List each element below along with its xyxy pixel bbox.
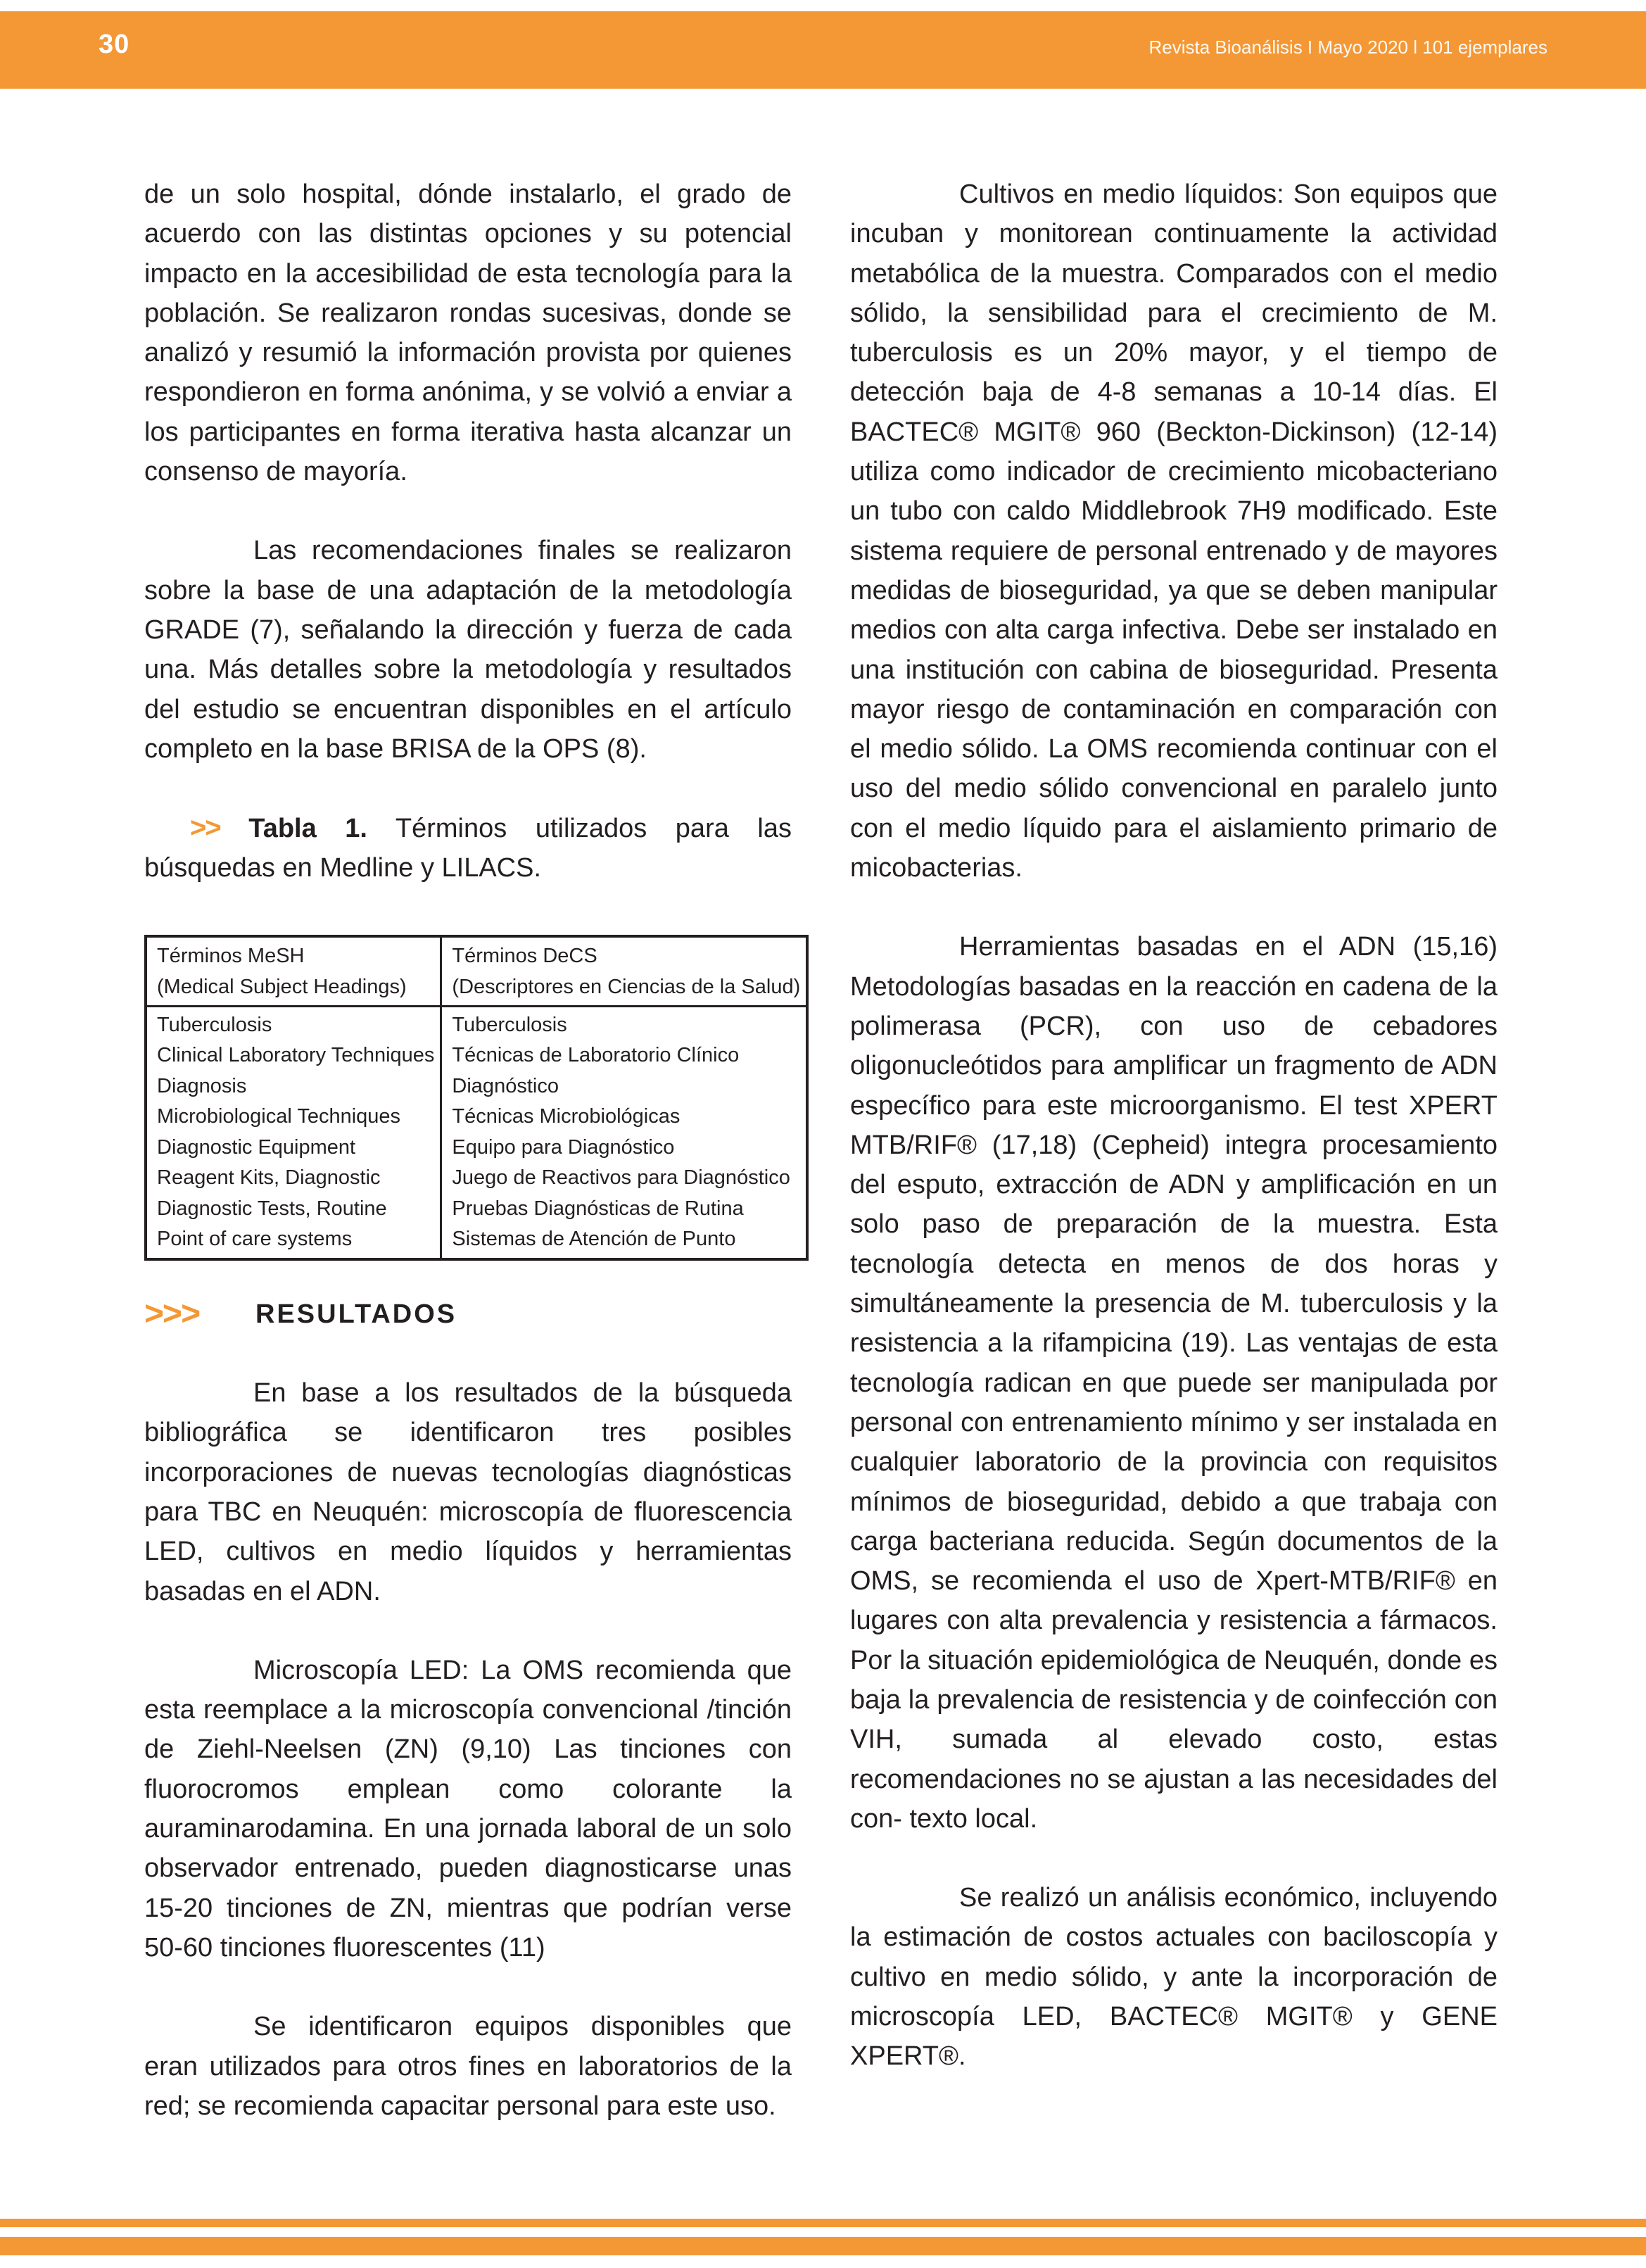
header-line: (Medical Subject Headings)	[157, 975, 407, 998]
section-title: RESULTADOS	[255, 1299, 457, 1329]
page-number: 30	[99, 30, 130, 59]
arrow-icon: >>	[190, 812, 220, 844]
paragraph: Cultivos en medio líquidos: Son equipos que incuban y monitorean continuamente la actividad metabólica de la muestra. Comparados con el medio sólido, la sensibilidad para el crecimiento de M. tuberculosis es un 20% mayor, y el tiempo de detección baja de 4-8 semanas a 10-14 días. El BACTEC® MGIT® 960 (Beckton-Dickinson) (12-14) utiliza como indicador de crecimiento micobacteriano un tubo con caldo Middlebrook 7H9 modificado. Este sistema requiere de personal entrenado y de mayores medidas de bioseguridad, ya que se deben manipular medios con alta carga infectiva. Debe ser instalado en una institución con cabina de bioseguridad. Presenta mayor riesgo de contaminación en comparación con el medio sólido. La OMS recomienda continuar con el uso del medio sólido convencional en paralelo junto con el medio líquido para el aislamiento primario de micobacterias.	[850, 179, 1498, 883]
table-cell-term: Clinical Laboratory Techniques	[157, 1044, 435, 1067]
table-cell-term: Diagnosis	[157, 1074, 247, 1097]
table-cell-term: Microbiological Techniques	[157, 1105, 401, 1128]
table-cell-term: Pruebas Diagnósticas de Rutina	[452, 1197, 744, 1220]
table-body-row	[146, 1006, 807, 1259]
table-cell-term: Técnicas Microbiológicas	[452, 1105, 680, 1128]
terms-table	[144, 935, 809, 1261]
publication-info: Revista Bioanálisis I Mayo 2020 l 101 ejemplares	[1148, 37, 1547, 58]
mesh-terms-cell	[146, 1006, 441, 1259]
right-column	[850, 175, 1498, 2077]
table-header-cell	[146, 936, 441, 1007]
table-cell-term: Técnicas de Laboratorio Clínico	[452, 1044, 740, 1067]
table-cell-term: Diagnostic Equipment	[157, 1135, 356, 1159]
paragraph: Microscopía LED: La OMS recomienda que esta reemplace a la microscopía convencional /tinción de Ziehl-Neelsen (ZN) (9,10) Las tinciones con fluorocromos emplean como colorante la auraminarodamina. En una jornada laboral de un solo observador entrenado, pueden diagnosticarse unas 15-20 tinciones de ZN, mientras que podrían verse 50-60 tinciones fluorescentes (11)	[144, 1655, 792, 1963]
table-cell-term: Juego de Reactivos para Diagnóstico	[452, 1166, 790, 1190]
table-caption-text: Términos utilizados para las búsquedas en Medline y LILACS.	[144, 814, 792, 883]
table-cell-term: Point of care systems	[157, 1228, 353, 1251]
paragraph: de un solo hospital, dónde instalarlo, el grado de acuerdo con las distintas opciones y su potencial impacto en la accesibilidad de esta tecnología para la población. Se realizaron rondas sucesivas, donde se analizó y resumió la información provista por quienes respondieron en forma anónima, y se volvió a enviar a los participantes en forma iterativa hasta alcanzar un consenso de mayoría.	[144, 179, 792, 487]
table-caption-label: Tabla 1.	[248, 814, 367, 844]
table-cell-term: Diagnóstico	[452, 1074, 559, 1097]
table-cell-term: Equipo para Diagnóstico	[452, 1135, 675, 1159]
header-line: Términos MeSH	[157, 944, 305, 967]
paragraph: Las recomendaciones finales se realizaron sobre la base de una adaptación de la metodología GRADE (7), señalando la dirección y fuerza de cada una. Más detalles sobre la metodología y resultados del estudio se encuentran disponibles en el artículo completo en la base BRISA de la OPS (8).	[144, 536, 792, 764]
header-line: Términos DeCS	[452, 944, 597, 967]
decs-terms-cell	[441, 1006, 807, 1259]
table-cell-term: Sistemas de Atención de Punto	[452, 1228, 736, 1251]
paragraph: En base a los resultados de la búsqueda bibliográfica se identificaron tres posibles incorporaciones de nuevas tecnologías diagnósticas para TBC en Neuquén: microscopía de fluorescencia LED, cultivos en medio líquidos y herramientas basadas en el ADN.	[144, 1378, 792, 1606]
footer-bar	[0, 2237, 1646, 2255]
arrow-icon: >>>	[144, 1294, 200, 1333]
page-header-bar	[0, 11, 1646, 89]
paragraph: Se identificaron equipos disponibles que eran utilizados para otros fines en laboratorios de la red; se recomienda capacitar personal para este uso.	[144, 2012, 792, 2121]
table-cell-term: Reagent Kits, Diagnostic	[157, 1166, 381, 1190]
table-cell-term: Tuberculosis	[157, 1013, 272, 1036]
paragraph: Herramientas basadas en el ADN (15,16) Metodologías basadas en la reacción en cadena de la polimerasa (PCR), con uso de cebadores oligonucleótidos para amplificar un fragmento de ADN específico para este microorganismo. El test XPERT MTB/RIF® (17,18) (Cepheid) integra procesamiento del esputo, extracción de ADN y amplificación en un solo paso de preparación de la muestra. Esta tecnología detecta en menos de dos horas y simultáneamente la presencia de M. tuberculosis y la resistencia a la rifampicina (19). Las ventajas de esta tecnología radican en que puede ser manipulada por personal con entrenamiento mínimo y ser instalada en cualquier laboratorio de la provincia con requisitos mínimos de bioseguridad, debido a que trabaja con carga bacteriana reducida. Según documentos de la OMS, se recomienda el uso de Xpert-MTB/RIF® en lugares con alta prevalencia y resistencia a fármacos. Por la situación epidemiológica de Neuquén, donde es baja la prevalencia de resistencia y de coinfección con VIH, sumada al elevado costo, estas recomendaciones no se ajustan a las necesidades del con- texto local.	[850, 932, 1498, 1834]
results-heading	[144, 1294, 792, 1334]
header-line: (Descriptores en Ciencias de la Salud)	[452, 975, 801, 998]
table-header-row	[146, 936, 807, 1007]
table-header-cell	[441, 936, 807, 1007]
paragraph: Se realizó un análisis económico, incluyendo la estimación de costos actuales con baciloscopía y cultivo en medio sólido, y ante la incorporación de microscopía LED, BACTEC® MGIT® y GENE XPERT®.	[850, 1883, 1498, 2072]
table-caption	[144, 808, 792, 888]
table-cell-term: Diagnostic Tests, Routine	[157, 1197, 387, 1220]
footer-bar	[0, 2219, 1646, 2227]
table-cell-term: Tuberculosis	[452, 1013, 567, 1036]
left-column	[144, 175, 801, 2126]
